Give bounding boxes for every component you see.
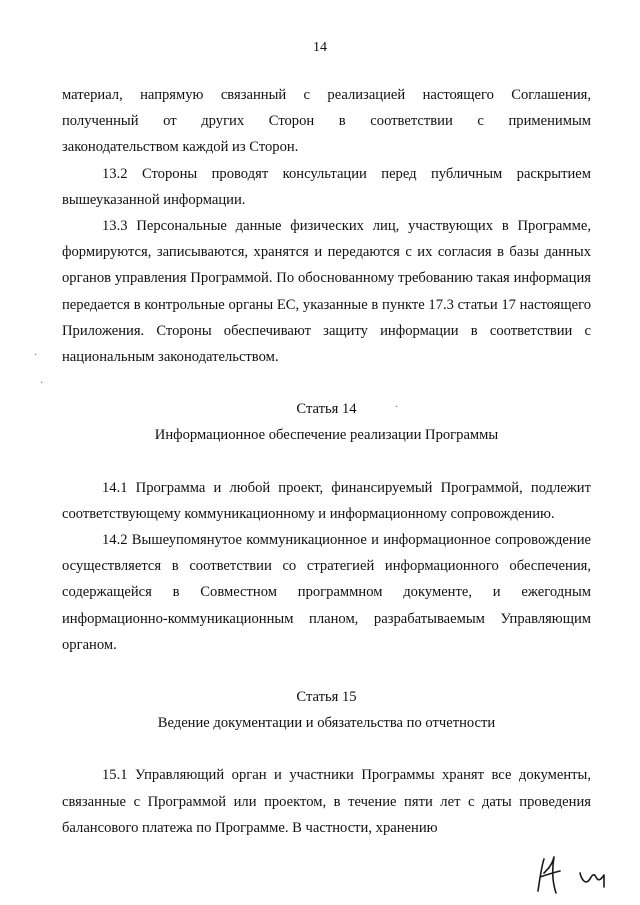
paragraph-14-2: 14.2 Вышеупомянутое коммуникационное и информационное сопровождение осуществляется в соответствии со стратегией информационного обеспечения, содержащейся в Совместном программном документе, и ежегодным информационно-коммуникационным планом, разрабатываемым Управляющим органом. bbox=[62, 532, 591, 653]
paragraph-13-1-line-2: полученный от других Сторон в соответствии с применимым bbox=[62, 113, 591, 130]
paragraph-13-2: 13.2 Стороны проводят консультации перед публичным раскрытием вышеуказанной информации. bbox=[62, 165, 591, 208]
signature-stroke bbox=[580, 873, 604, 887]
page-number: 14 bbox=[313, 40, 327, 55]
paragraph-14-1: 14.1 Программа и любой проект, финансируемый Программой, подлежит соответствующему коммуникационному и информационному сопровождению. bbox=[62, 479, 591, 522]
paragraph-15-1: 15.1 Управляющий орган и участники Программы хранят все документы, связанные с Программой или проектом, в течение пяти лет с даты проведения балансового платежа по Программе. В частности, хранению bbox=[62, 767, 591, 836]
signature-stroke bbox=[538, 857, 560, 893]
paragraph-13-1-line-1: материал, напрямую связанный с реализацией настоящего Соглашения, bbox=[62, 87, 591, 103]
paragraph-13-1-line-3: законодательством каждой из Сторон. bbox=[62, 139, 299, 156]
article-15-number: Статья 15 bbox=[296, 689, 357, 706]
document-body bbox=[62, 82, 591, 841]
scan-speck: · bbox=[395, 402, 399, 413]
scan-speck: · bbox=[40, 378, 44, 389]
article-14-title: Информационное обеспечение реализации Программы bbox=[154, 427, 499, 444]
handwritten-initials-signature bbox=[530, 851, 620, 899]
article-15-title: Ведение документации и обязательства по отчетности bbox=[157, 715, 496, 732]
scan-speck: · bbox=[34, 350, 38, 361]
paragraph-13-3: 13.3 Персональные данные физических лиц, участвующих в Программе, формируются, записываются, хранятся и передаются с их согласия в базы данных органов управления Программой. По обоснованному требованию такая информация передается в контрольные органы ЕС, указанные в пункте 17.3 статьи 17 настоящего Приложения. Стороны обеспечивают защиту информации в соответствии с национальным законодательством. bbox=[62, 218, 591, 366]
article-14-number: Статья 14 bbox=[296, 401, 357, 418]
